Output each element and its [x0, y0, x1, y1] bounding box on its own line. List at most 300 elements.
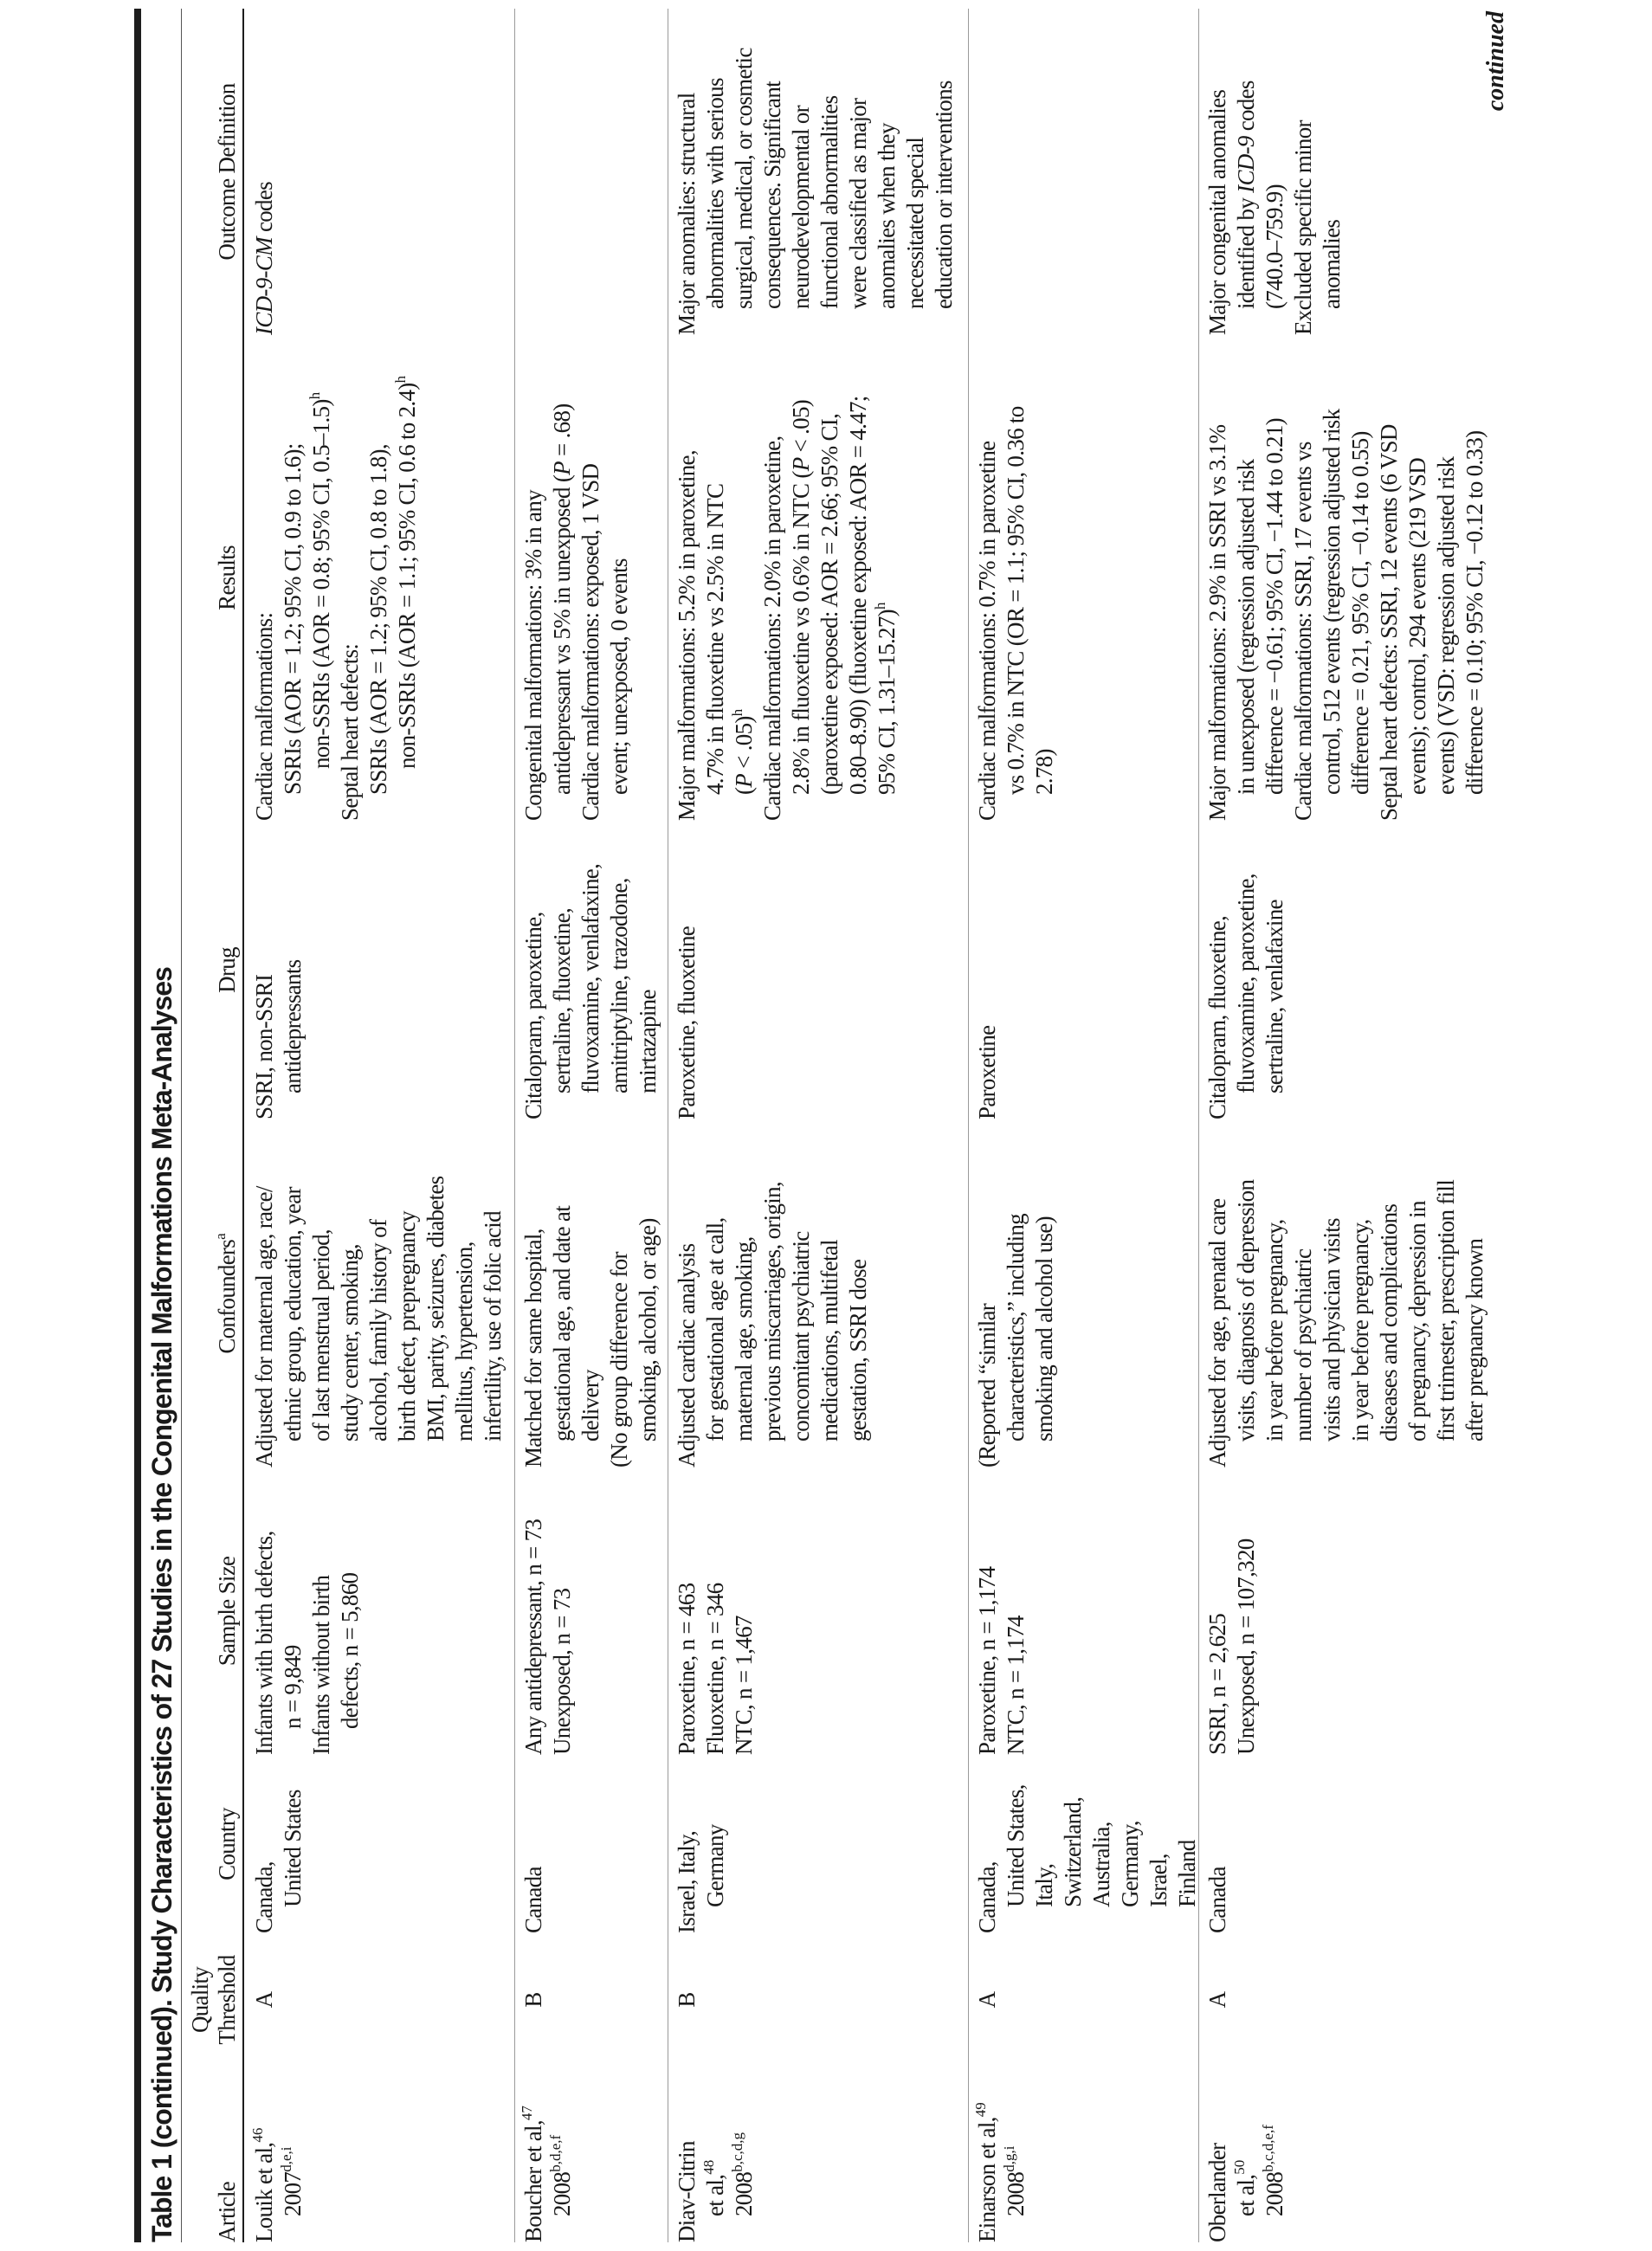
- cell-line: [548, 821, 577, 1119]
- text-segment: Fluoxetine, n = 346: [702, 1583, 728, 1755]
- cell-line: [1318, 1119, 1346, 1467]
- text-segment: Threshold: [214, 1955, 240, 2045]
- cell-line: [1461, 1119, 1489, 1467]
- footnote-marker: b,c,d,e,f: [1260, 2125, 1276, 2172]
- text-segment: Germany: [702, 1824, 728, 1907]
- continued-label: continued: [1482, 11, 1509, 112]
- text-segment: in year before pregnancy,: [1347, 1219, 1373, 1442]
- cell-line: [1375, 335, 1404, 821]
- cell-line: [1204, 335, 1232, 821]
- cell-line: [701, 1467, 730, 1755]
- text-segment: Boucher et al,: [520, 2120, 546, 2242]
- text-segment: sertraline, venlafaxine: [1262, 900, 1287, 1093]
- cell-line: [1087, 1755, 1116, 1933]
- footnote-marker: 50: [1231, 2159, 1248, 2175]
- cell-quality: [673, 1935, 701, 2065]
- text-segment: Citalopram, fluoxetine,: [1204, 915, 1230, 1119]
- text-segment: Quality: [187, 1966, 213, 2034]
- text-segment: surgical, medical, or cosmetic: [731, 48, 757, 309]
- cell-line: [1002, 2065, 1030, 2242]
- cell-line: [701, 1119, 730, 1467]
- text-segment: Cardiac malformations: 2.0% in paroxetine,: [759, 435, 785, 821]
- text-segment: Australia,: [1088, 1822, 1114, 1907]
- cell-line: [873, 9, 901, 335]
- table-title: Table 1 (continued). Study Characteristics of 27 Studies in the Congenital Malformations Meta-Analyses: [146, 967, 177, 2242]
- cell-line: [250, 1119, 279, 1467]
- cell-drug: [1204, 821, 1289, 1119]
- cell-line: [816, 1119, 844, 1467]
- text-segment: sertraline, fluoxetine,: [549, 907, 575, 1093]
- text-segment: SSRI, n = 2,625: [1204, 1613, 1230, 1755]
- text-segment: alcohol, family history of: [365, 1219, 391, 1442]
- cell-line: [1204, 1755, 1232, 1933]
- cell-line: [844, 1119, 873, 1467]
- cell-line: [393, 1119, 422, 1467]
- text-segment: maternal age, smoking,: [731, 1236, 757, 1442]
- text-segment: Infants without birth: [308, 1575, 334, 1755]
- text-segment: Einarson et al,: [974, 2117, 1000, 2242]
- text-segment: Sample Size: [214, 1556, 240, 1667]
- cell-line: [279, 1755, 307, 1933]
- cell-line: [1346, 1119, 1375, 1467]
- text-segment: education or interventions: [931, 81, 957, 309]
- cell-line: [548, 1467, 577, 1755]
- footnote-marker: h: [872, 602, 888, 610]
- cell-line: [1432, 335, 1461, 821]
- cell-line: [787, 335, 816, 821]
- title-rule: [181, 9, 182, 2242]
- cell-line: [701, 1755, 730, 1933]
- cell-quality: [250, 1935, 279, 2065]
- footnote-marker: h: [729, 708, 745, 717]
- cell-line: [1204, 1119, 1232, 1467]
- text-segment: fluvoxamine, venlafaxine,: [578, 863, 603, 1093]
- text-segment: defects, n = 5,860: [337, 1572, 363, 1729]
- cell-line: [1289, 335, 1318, 821]
- footnote-marker: h: [307, 391, 323, 400]
- cell-line: [1261, 1119, 1289, 1467]
- cell-line: [479, 1119, 507, 1467]
- cell-article: [250, 2065, 307, 2242]
- cell-drug: [973, 821, 1002, 1119]
- cell-confounders: [973, 1119, 1059, 1467]
- text-segment: Israel, Italy,: [674, 1830, 700, 1933]
- cell-line: [673, 1467, 701, 1755]
- cell-line: [1204, 1935, 1232, 2065]
- cell-line: [365, 335, 393, 821]
- text-segment: = .68): [549, 403, 575, 462]
- text-segment: birth defect, prepregnancy: [394, 1211, 420, 1442]
- cell-confounders: [673, 1119, 873, 1467]
- cell-quality: [519, 1935, 548, 2065]
- cell-line: [673, 2065, 701, 2242]
- text-segment: abnormalities with serious: [702, 78, 728, 309]
- footnote-marker: 48: [700, 2159, 717, 2175]
- footnote-marker: h: [392, 375, 409, 384]
- text-segment: B: [674, 1992, 700, 2008]
- cell-line: [1204, 2065, 1232, 2242]
- cell-line: [1030, 335, 1059, 821]
- text-segment: vs 0.7% in NTC (OR = 1.1; 95% CI, 0.36 to: [1003, 406, 1029, 795]
- cell-confounders: [1204, 1119, 1489, 1467]
- text-segment: NTC, n = 1,467: [731, 1616, 757, 1755]
- text-segment: United States,: [1003, 1784, 1029, 1907]
- text-segment: Canada: [520, 1867, 546, 1933]
- cell-line: [214, 1119, 241, 1467]
- cell-article: [1204, 2065, 1289, 2242]
- cell-line: [250, 1467, 279, 1755]
- cell-line: [279, 2065, 307, 2242]
- text-segment: SSRIs (AOR = 1.2; 95% CI, 0.9 to 1.6);: [280, 443, 306, 795]
- cell-results: [250, 335, 422, 821]
- text-segment: Canada: [1204, 1867, 1230, 1933]
- text-segment: BMI, parity, seizures, diabetes: [423, 1176, 448, 1442]
- text-segment: 4.7% in fluoxetine vs 2.5% in NTC: [702, 483, 728, 795]
- text-segment: Louik et al,: [251, 2142, 277, 2242]
- text-segment: Septal heart defects:: [337, 643, 363, 821]
- cell-line: [673, 821, 701, 1119]
- cell-line: [701, 9, 730, 335]
- cell-line: [1289, 1119, 1318, 1467]
- text-segment: NTC, n = 1,174: [1003, 1616, 1029, 1755]
- footnote-marker: b,c,d,g: [729, 2132, 745, 2172]
- text-segment: SSRIs (AOR = 1.2; 95% CI, 0.8 to 1.8),: [365, 444, 391, 795]
- cell-line: [307, 1119, 336, 1467]
- header-results: [184, 335, 241, 821]
- text-segment: Adjusted cardiac analysis: [674, 1243, 700, 1467]
- text-segment: 2.8% in fluoxetine vs 0.6% in NTC (: [788, 471, 814, 795]
- text-segment: Confounders: [214, 1239, 240, 1354]
- text-segment: number of psychiatric: [1290, 1248, 1316, 1442]
- text-segment: difference = 0.21, 95% CI, −0.14 to 0.55): [1347, 431, 1373, 795]
- text-segment: identified by: [1233, 192, 1259, 309]
- cell-country: [250, 1755, 307, 1933]
- text-segment: in year before pregnancy,: [1262, 1219, 1287, 1442]
- cell-line: [973, 1467, 1002, 1755]
- cell-line: [450, 1119, 479, 1467]
- text-segment: Infants with birth defects,: [251, 1531, 277, 1755]
- cell-line: [577, 335, 605, 821]
- cell-outcome: [1204, 9, 1346, 335]
- cell-country: [1204, 1755, 1232, 1933]
- cell-country: [673, 1755, 730, 1933]
- cell-line: [973, 2065, 1002, 2242]
- text-segment: ICD-9-CM: [251, 237, 277, 335]
- text-segment: (: [731, 787, 757, 795]
- header-article: [184, 2065, 241, 2242]
- cell-line: [307, 335, 336, 821]
- cell-line: [1232, 2065, 1261, 2242]
- cell-line: [279, 1467, 307, 1755]
- cell-line: [1145, 1755, 1173, 1933]
- cell-line: [730, 1467, 758, 1755]
- cell-line: [673, 1755, 701, 1933]
- cell-line: [519, 2065, 548, 2242]
- text-segment: control, 512 events (regression adjusted risk: [1319, 409, 1345, 795]
- text-segment: n = 9,849: [280, 1645, 306, 1729]
- cell-line: [1346, 335, 1375, 821]
- cell-line: [730, 1119, 758, 1467]
- cell-line: [519, 1467, 548, 1755]
- cell-outcome: [250, 9, 279, 335]
- header-outcome-definition: [184, 9, 241, 335]
- text-segment: Unexposed, n = 107,320: [1233, 1538, 1259, 1755]
- text-segment: Major congenital anomalies: [1204, 89, 1230, 335]
- cell-line: [758, 1119, 787, 1467]
- text-segment: Germany,: [1117, 1821, 1143, 1907]
- text-segment: P: [549, 461, 575, 475]
- text-segment: (740.0–759.9): [1262, 184, 1287, 309]
- cell-line: [577, 1119, 605, 1467]
- cell-line: [1232, 1467, 1261, 1755]
- cell-line: [250, 1755, 279, 1933]
- text-segment: antidepressant vs 5% in unexposed (: [549, 474, 575, 795]
- table-row: [514, 9, 668, 2242]
- text-segment: smoking, alcohol, or age): [635, 1218, 661, 1442]
- cell-outcome: [673, 9, 958, 335]
- text-segment: Major malformations: 5.2% in paroxetine,: [674, 450, 700, 821]
- text-segment: medications, multifetal: [816, 1240, 842, 1442]
- text-segment: anomalies when they: [874, 123, 900, 309]
- top-rule: [134, 9, 141, 2242]
- footnote-marker: 47: [519, 2106, 535, 2121]
- cell-line: [816, 335, 844, 821]
- text-segment: Oberlander: [1204, 2143, 1230, 2242]
- cell-line: [422, 1119, 450, 1467]
- cell-line: [214, 1935, 241, 2065]
- cell-line: [1375, 1119, 1404, 1467]
- cell-line: [250, 335, 279, 821]
- cell-line: [1204, 1467, 1232, 1755]
- cell-line: [1404, 1119, 1432, 1467]
- cell-line: [279, 335, 307, 821]
- text-segment: ethnic group, education, year: [280, 1187, 306, 1442]
- cell-line: [548, 1119, 577, 1467]
- cell-line: [1002, 1119, 1030, 1467]
- footnote-marker: 49: [972, 2102, 989, 2118]
- text-segment: fluvoxamine, paroxetine,: [1233, 874, 1259, 1093]
- text-segment: United States: [280, 1790, 306, 1907]
- text-segment: Adjusted for maternal age, race/: [251, 1186, 277, 1467]
- cell-line: [973, 1935, 1002, 2065]
- cell-line: [973, 335, 1002, 821]
- text-segment: 95% CI, 1.31–15.27): [874, 610, 900, 795]
- cell-line: [279, 1119, 307, 1467]
- text-segment: Septal heart defects: SSRI, 12 events (6 VSD: [1376, 424, 1402, 821]
- text-segment: B: [520, 1992, 546, 2008]
- text-segment: Israel,: [1145, 1854, 1171, 1907]
- cell-article: [519, 2065, 577, 2242]
- cell-line: [519, 335, 548, 821]
- cell-line: [930, 9, 958, 335]
- cell-line: [605, 335, 634, 821]
- cell-line: [1030, 1755, 1059, 1933]
- text-segment: difference = 0.10; 95% CI, −0.12 to 0.33): [1462, 430, 1487, 795]
- header-country: [184, 1755, 241, 1933]
- text-segment: 2008: [549, 2171, 575, 2216]
- cell-line: [577, 821, 605, 1119]
- cell-line: [1404, 335, 1432, 821]
- text-segment: events); control, 294 events (219 VSD: [1404, 457, 1430, 795]
- text-segment: of pregnancy, depression in: [1404, 1201, 1430, 1442]
- text-segment: after pregnancy known: [1462, 1238, 1487, 1442]
- text-segment: P: [788, 457, 814, 472]
- cell-line: [1261, 9, 1289, 335]
- text-segment: Major malformations: 2.9% in SSRI vs 3.1%: [1204, 424, 1230, 821]
- text-segment: study center, smoking,: [337, 1244, 363, 1442]
- cell-sample: [973, 1467, 1030, 1755]
- cell-line: [519, 1935, 548, 2065]
- cell-line: [844, 335, 873, 821]
- cell-line: [1232, 821, 1261, 1119]
- text-segment: mellitus, hypertension,: [451, 1242, 477, 1442]
- text-segment: Article: [214, 2181, 240, 2242]
- cell-line: [1432, 1119, 1461, 1467]
- text-segment: difference = −0.61; 95% CI, −1.44 to 0.21): [1262, 418, 1287, 795]
- cell-line: [1232, 335, 1261, 821]
- cell-confounders: [250, 1119, 507, 1467]
- cell-line: [1232, 9, 1261, 335]
- text-segment: Major anomalies: structural: [674, 93, 700, 335]
- cell-line: [1232, 1119, 1261, 1467]
- text-segment: 2008: [1003, 2171, 1029, 2216]
- text-segment: A: [251, 1991, 277, 2009]
- cell-line: [336, 1119, 365, 1467]
- text-segment: A: [1204, 1991, 1230, 2009]
- cell-line: [1002, 335, 1030, 821]
- cell-country: [519, 1755, 548, 1933]
- text-segment: visits and physician visits: [1319, 1218, 1345, 1442]
- text-segment: mirtazapine: [635, 990, 661, 1093]
- text-segment: Cardiac malformations: 0.7% in paroxetine: [974, 441, 1000, 821]
- text-segment: Paroxetine, n = 463: [674, 1583, 700, 1755]
- text-segment: (Reported “similar: [974, 1303, 1000, 1467]
- text-segment: (No group difference for: [606, 1252, 632, 1467]
- text-segment: 2008: [1262, 2171, 1287, 2216]
- cell-sample: [1204, 1467, 1261, 1755]
- cell-line: [214, 1755, 241, 1933]
- cell-drug: [519, 821, 662, 1119]
- cell-results: [673, 335, 901, 821]
- text-segment: Cardiac malformations:: [251, 612, 277, 821]
- cell-line: [548, 2065, 577, 2242]
- cell-line: [758, 9, 787, 335]
- cell-line: [1030, 1119, 1059, 1467]
- cell-line: [1318, 9, 1346, 335]
- cell-line: [393, 335, 422, 821]
- cell-line: [214, 1467, 241, 1755]
- text-segment: concomitant psychiatric: [788, 1231, 814, 1442]
- cell-line: [787, 9, 816, 335]
- cell-line: [673, 335, 701, 821]
- text-segment: event; unexposed, 0 events: [606, 558, 632, 795]
- cell-line: [548, 335, 577, 821]
- header-drug: [184, 821, 241, 1119]
- text-segment: Matched for same hospital,: [520, 1229, 546, 1467]
- text-segment: codes: [1233, 81, 1259, 137]
- cell-line: [844, 9, 873, 335]
- cell-line: [1204, 9, 1232, 335]
- text-segment: delivery: [578, 1370, 603, 1442]
- text-segment: ICD-9: [1233, 136, 1259, 193]
- text-segment: Results: [214, 545, 240, 610]
- cell-line: [673, 1935, 701, 2065]
- cell-quality: [1204, 1935, 1232, 2065]
- cell-line: [519, 1755, 548, 1933]
- text-segment: for gestational age at call,: [702, 1217, 728, 1442]
- cell-line: [214, 821, 241, 1119]
- cell-line: [1461, 335, 1489, 821]
- text-segment: Canada,: [251, 1861, 277, 1933]
- text-segment: Drug: [214, 947, 240, 993]
- cell-line: [187, 1935, 214, 2065]
- text-segment: 0.80–8.90) (fluoxetine exposed: AOR = 4.47;: [845, 396, 871, 795]
- cell-line: [336, 335, 365, 821]
- cell-line: [973, 1119, 1002, 1467]
- cell-line: [1059, 1755, 1087, 1933]
- text-segment: neurodevelopmental or: [788, 106, 814, 309]
- text-segment: visits, diagnosis of depression: [1233, 1179, 1259, 1442]
- cell-line: [1261, 335, 1289, 821]
- text-segment: codes: [251, 182, 277, 238]
- text-segment: of last menstrual period,: [308, 1229, 334, 1442]
- text-segment: Country: [214, 1808, 240, 1880]
- footnote-marker: a: [212, 1233, 229, 1240]
- cell-line: [673, 1119, 701, 1467]
- text-segment: non-SSRIs (AOR = 0.8; 95% CI, 0.5–1.5): [308, 399, 334, 769]
- text-segment: consequences. Significant: [759, 81, 785, 309]
- text-segment: A: [974, 1991, 1000, 2009]
- cell-line: [605, 821, 634, 1119]
- cell-line: [730, 335, 758, 821]
- cell-sample: [673, 1467, 758, 1755]
- cell-line: [730, 9, 758, 335]
- text-segment: antidepressants: [280, 959, 306, 1093]
- text-segment: Adjusted for age, prenatal care: [1204, 1198, 1230, 1467]
- text-segment: events) (VSD: regression adjusted risk: [1433, 456, 1459, 795]
- text-segment: Paroxetine: [974, 1025, 1000, 1119]
- text-segment: Paroxetine, fluoxetine: [674, 926, 700, 1119]
- text-segment: et al,: [1233, 2174, 1259, 2216]
- cell-line: [250, 821, 279, 1119]
- cell-line: [787, 1119, 816, 1467]
- text-segment: smoking and alcohol use): [1031, 1216, 1057, 1442]
- text-segment: < .05): [788, 399, 814, 458]
- text-segment: Citalopram, paroxetine,: [520, 912, 546, 1119]
- text-segment: Canada,: [974, 1861, 1000, 1933]
- text-segment: (paroxetine exposed: AOR = 2.66; 95% CI,: [816, 413, 842, 795]
- text-segment: necessitated special: [902, 137, 928, 309]
- cell-line: [279, 821, 307, 1119]
- cell-line: [901, 9, 930, 335]
- cell-line: [816, 9, 844, 335]
- text-segment: Diav-Citrin: [674, 2141, 700, 2242]
- text-segment: characteristics,” including: [1003, 1214, 1029, 1442]
- cell-line: [1289, 9, 1318, 335]
- cell-line: [701, 2065, 730, 2242]
- text-segment: Cardiac malformations: SSRI, 17 events vs: [1290, 442, 1316, 821]
- cell-line: [873, 335, 901, 821]
- cell-line: [605, 1119, 634, 1467]
- cell-line: [519, 821, 548, 1119]
- text-segment: 2008: [731, 2171, 757, 2216]
- text-segment: Outcome Definition: [214, 83, 240, 261]
- cell-line: [250, 1935, 279, 2065]
- cell-line: [250, 2065, 279, 2242]
- cell-line: [634, 821, 662, 1119]
- cell-results: [1204, 335, 1489, 821]
- header-confounders: [184, 1119, 241, 1467]
